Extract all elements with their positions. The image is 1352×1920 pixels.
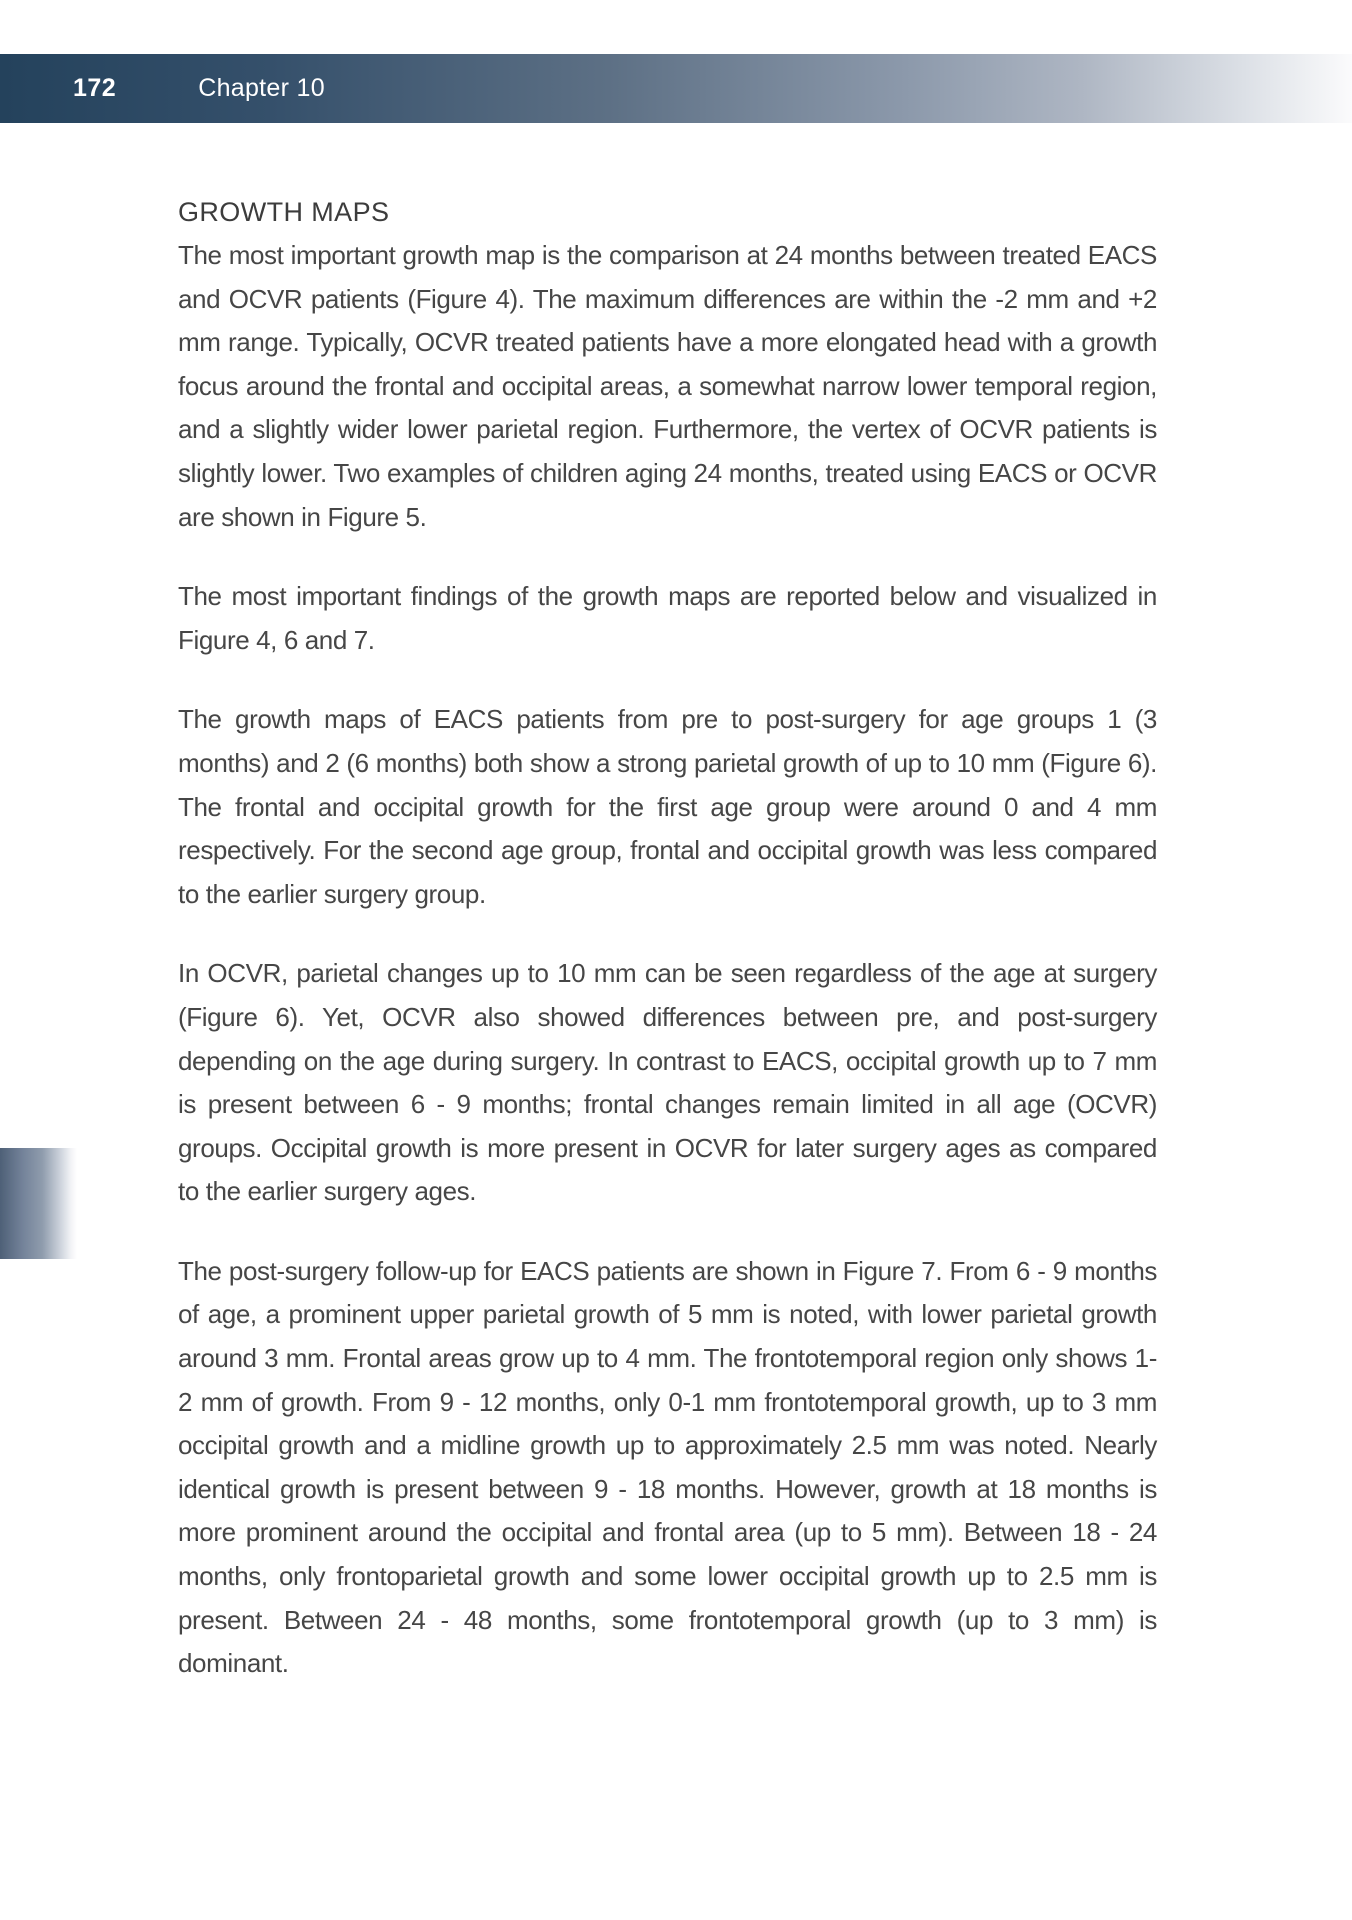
page-header-bar — [0, 54, 1352, 123]
page-content — [178, 190, 1157, 1686]
section-heading: GROWTH MAPS — [178, 197, 390, 227]
paragraph-ocvr-growth-maps: In OCVR, parietal changes up to 10 mm can be seen regardless of the age at surgery (Figure 6). Yet, OCVR also showed differences between pre, and post-surgery depending on the age during surgery. In contrast to EACS, occipital growth up to 7 mm is present between 6 - 9 months; frontal changes remain limited in all age (OCVR) groups. Occipital growth is more present in OCVR for later surgery ages as compared to the earlier surgery ages. — [178, 958, 1157, 1207]
page-number: 172 — [73, 74, 117, 102]
paragraph-growth-map-comparison: The most important growth map is the comparison at 24 months between treated EACS and OCVR patients (Figure 4). The maximum differences are within the -2 mm and +2 mm range. Typically, OCVR treated patients have a more elongated head with a growth focus around the frontal and occipital areas, a somewhat narrow lower temporal region, and a slightly wider lower parietal region. Furthermore, the vertex of OCVR patients is slightly lower. Two examples of children aging 24 months, treated using EACS or OCVR are shown in Figure 5. — [178, 240, 1157, 532]
chapter-label: Chapter 10 — [198, 74, 325, 102]
chapter-accent-gradient-box — [0, 1148, 77, 1259]
paragraph-findings-overview: The most important findings of the growth maps are reported below and visualized in Figure 4, 6 and 7. — [178, 581, 1157, 655]
paragraph-eacs-growth-maps: The growth maps of EACS patients from pre to post-surgery for age groups 1 (3 months) and 2 (6 months) both show a strong parietal growth of up to 10 mm (Figure 6). The frontal and occipital growth for the first age group were around 0 and 4 mm respectively. For the second age group, frontal and occipital growth was less compared to the earlier surgery group. — [178, 704, 1157, 909]
paragraph-post-surgery-follow-up: The post-surgery follow-up for EACS patients are shown in Figure 7. From 6 - 9 months of age, a prominent upper parietal growth of 5 mm is noted, with lower parietal growth around 3 mm. Frontal areas grow up to 4 mm. The frontotemporal region only shows 1-2 mm of growth. From 9 - 12 months, only 0-1 mm frontotemporal growth, up to 3 mm occipital growth and a midline growth up to approximately 2.5 mm was noted. Nearly identical growth is present between 9 - 18 months. However, growth at 18 months is more prominent around the occipital and frontal area (up to 5 mm). Between 18 - 24 months, only frontoparietal growth and some lower occipital growth up to 2.5 mm is present. Between 24 - 48 months, some frontotemporal growth (up to 3 mm) is dominant. — [178, 1255, 1157, 1679]
